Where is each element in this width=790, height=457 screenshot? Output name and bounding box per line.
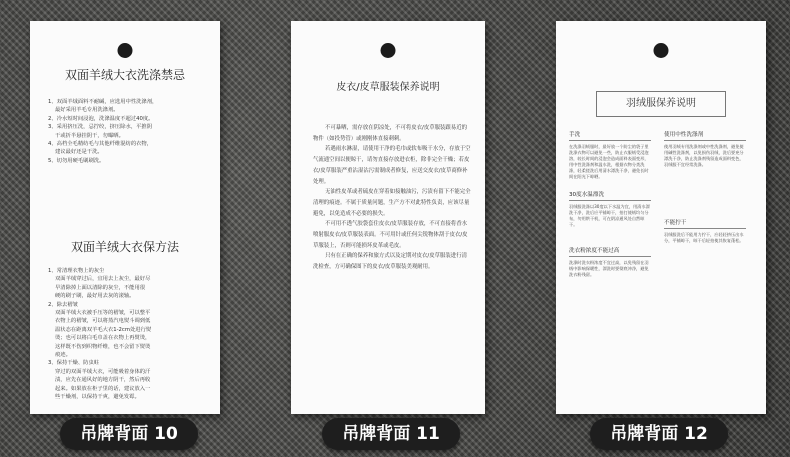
text-line: 穿过的双面羊绒大衣，可能吸着身体的汗	[55, 368, 151, 375]
section-text: 羽绒服洗后不能用力拧干，应轻轻挤压出水分，平铺晾干，晾干后轻拍使其恢复蓬松。	[664, 232, 744, 244]
text-line: 双面羊绒穿过后，宜用去上灰尘，最好尽	[55, 276, 151, 283]
text-line: 早清除掉上面以清除的灰尘，不能用很	[55, 284, 146, 291]
text-line: 衣物上的褶皱，可以将蒸汽电熨斗调到低	[55, 318, 151, 325]
section-hand-wash	[569, 131, 651, 181]
section-heading: 不能拧干	[664, 219, 746, 229]
text-line: 痕迹。	[55, 352, 71, 359]
text-line: 3、保持干燥、防虫蛀	[48, 360, 100, 367]
section-heading: 使用中性洗涤剂	[664, 131, 746, 141]
caption-label-12: 吊牌背面 12	[590, 418, 728, 450]
tag10-care-methods	[48, 267, 210, 402]
text-line: 3、采用挤压洗，忌拧绞，挤压除水，平推阴	[48, 124, 153, 131]
hangtag-back-11	[291, 21, 485, 414]
caption-label-10: 吊牌背面 10	[60, 418, 198, 450]
section-rinse-30	[569, 191, 651, 228]
section-heading: 洗衣粉浓度不能过高	[569, 247, 651, 257]
text-line: 4、高档全毛精纺毛与其他纤维混纺的衣物，	[48, 141, 153, 148]
text-line: 这样既不伤到织物纤维，也不会留下熨烫	[55, 343, 151, 350]
section-text: 洗涤时洗衣粉浓度不宜过高，以免残留在羽绒中影响保暖性，漂洗时要彻底冲净，避免洗衣粉残留。	[569, 260, 649, 278]
tag-hole	[654, 43, 669, 58]
text-line: 1、常清理衣物上的灰尘	[48, 268, 105, 274]
tag12-title: 羽绒服保养说明	[596, 91, 726, 117]
hangtag-back-10	[30, 21, 220, 414]
hangtag-back-12	[556, 21, 766, 414]
text-line: 硬的刷子刷，最好用去灰的滚轴。	[55, 293, 135, 300]
text-line: 双面羊绒大衣被手压等的褶皱，可以整平	[55, 310, 151, 317]
paragraph: 无油性皮革或者硫皮在穿着如接触油污，污渍有留下不能完全清理的痕迹。不属于质量问题，生产方不对此特性负责，应该尽量避免，以免造成不必要的损失。	[313, 189, 471, 217]
text-line: 最好采用羊毛专用洗涤剂。	[55, 107, 119, 114]
section-detergent-concentration	[569, 247, 651, 278]
paragraph: 不可用不透气胶袋套住皮衣/皮草服装存放，不可直接将香水喷射服皮衣/皮草服装表面。不可用针或任何尖锐物体刮于皮衣/皮草服装上，否则可能损坏皮革或毛皮。	[313, 221, 468, 249]
paragraph: 只有在正确的保养和旅方式以及定期对皮衣/皮草服装进行清洗检查，方可确保图下的皮衣/皮草服装美观耐用。	[313, 253, 467, 271]
section-neutral-detergent	[664, 131, 746, 168]
text-line: 烫；也可以将白毛巾盖在衣物上再熨烫，	[55, 335, 151, 342]
text-line: 起来。如果放在柜子里的话，建议放入一	[55, 385, 151, 392]
text-line: 温状态在距离双羊毛大衣1-2cm处进行熨	[55, 326, 152, 333]
section-heading: 手洗	[569, 131, 651, 141]
text-line: 1、双面羊绒面料不耐碱，应选用中性洗涤剂，	[48, 99, 158, 105]
tag-hole	[118, 43, 133, 58]
text-line: 建议最好还是干洗。	[55, 149, 103, 156]
text-line: 干或折半悬挂阴干，勿曝晒。	[55, 132, 124, 139]
paragraph: 若遇雨水淋湿，请使用干净的毛巾或软布吸干水分，存放于空气流通空间以便晾干，请勿直接存放进衣柜，除非完全干燥；若皮衣/皮草服装严重沾湿沾污需制成者修复，应送交皮衣/皮草商修补处理。	[313, 146, 471, 185]
tag10-title-b: 双面羊绒大衣保方法	[70, 240, 179, 254]
caption-label-11: 吊牌背面 11	[322, 418, 460, 450]
section-text: 使用羽绒专用洗涤剂或中性洗涤剂，避免使用碱性洗涤剂，以免损伤羽绒，洗后要充分漂洗干净，防止洗涤剂残留造成面料变色，羽绒服不宜经常洗涤。	[664, 144, 744, 168]
tag10-washing-taboos	[48, 98, 210, 165]
tag11-care-text	[313, 123, 471, 273]
section-text: 在洗涤羽绒服时，最好放一个防尘的袋子里洗涤衣物可以避免一些，防止衣服绒受浸泡溶，较长时间的浸泡会造成面料表面变形，用中性洗涤剂和温水洗，根据衣物分类洗涤，轻柔搓洗后用清水漂洗干净，避免长时间在阳光下晾晒。	[569, 144, 649, 180]
paragraph: 不可暴晒，需存放在阴凉处，不可将皮衣/皮草服装跟易近的物件（如投势管）或刚刚体直接刺刺。	[313, 125, 467, 142]
section-text: 羽绒服洗涤以30度以下水温为宜，用清水漂洗干净，洗后应平铺晾干，拍打使绒均匀分布，勿用烘干机，可在阴凉通风处自然晾干。	[569, 204, 650, 228]
text-line: 渍，应先在通风好的地方阴干，然后再收	[55, 377, 151, 384]
text-line: 2、冷水短时间浸泡，洗涤温度不超过40度。	[48, 115, 154, 122]
tag10-title-a: 双面羊绒大衣洗涤禁忌	[64, 68, 185, 82]
section-heading: 30度水温漂洗	[569, 191, 651, 201]
text-line: 些干燥剂，以保持干爽，避免发霉。	[55, 394, 140, 401]
section-no-wring	[664, 219, 746, 244]
text-line: 2、除去褶皱	[48, 301, 78, 308]
tag11-title: 皮衣/皮草服装保养说明	[336, 82, 440, 93]
tag-hole	[381, 43, 396, 58]
text-line: 5、切勿用硬毛刷刷洗。	[48, 157, 105, 164]
